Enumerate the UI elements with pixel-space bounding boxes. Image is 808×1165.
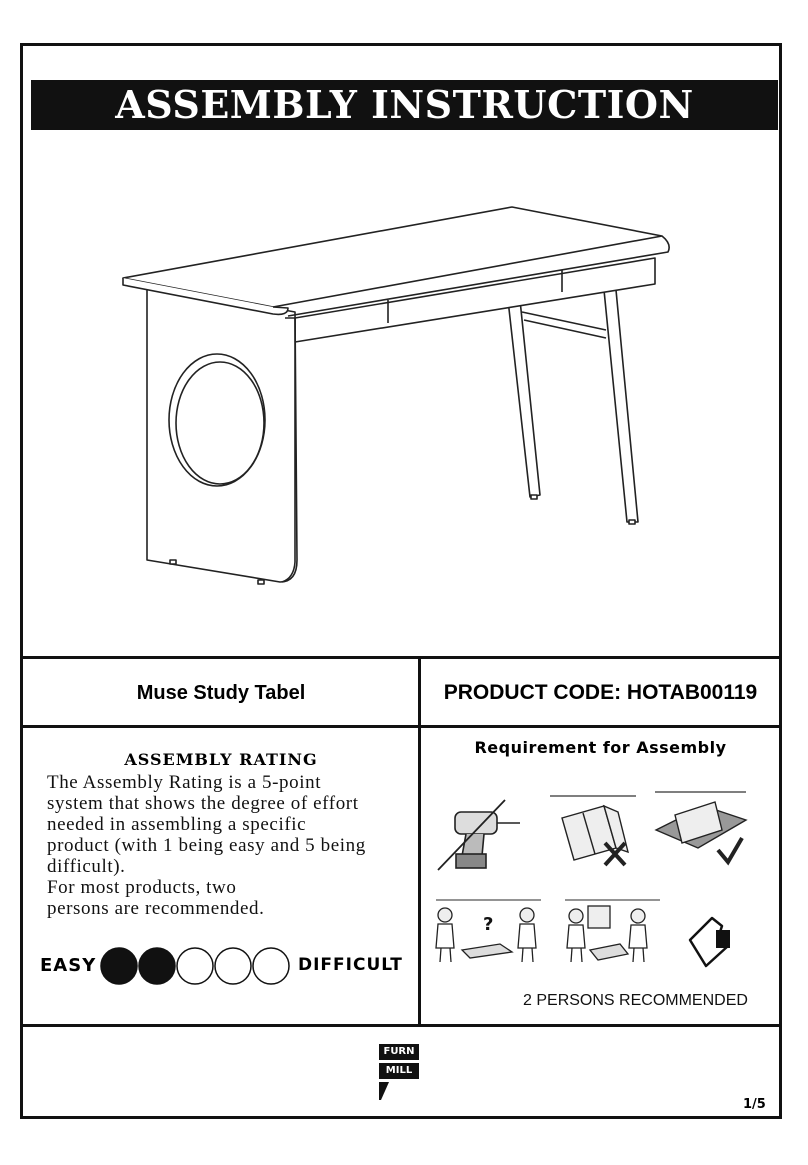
product-name: Muse Study Tabel: [136, 681, 306, 704]
rating-line: persons are recommended.: [47, 898, 265, 919]
rating-heading: ASSEMBLY RATING: [124, 750, 318, 769]
two-persons-instructions-icon: [565, 900, 660, 962]
wrong-floor-surface-icon: [550, 796, 636, 865]
rating-line: system that shows the degree of effort: [47, 793, 359, 814]
logo-line-2: MILL: [379, 1063, 419, 1079]
logo-mark-icon: [379, 1082, 399, 1102]
page-title: ASSEMBLY INSTRUCTION: [31, 80, 778, 130]
rating-line: product (with 1 being easy and 5 being: [47, 835, 366, 856]
persons-recommended: 2 PERSONS RECOMMENDED: [523, 992, 748, 1009]
page-number: 1/5: [743, 1097, 766, 1112]
rating-line: For most products, two: [47, 877, 237, 898]
product-code: PRODUCT CODE: HOTAB00119: [443, 681, 758, 704]
rating-line: needed in assembling a specific: [47, 814, 307, 835]
requirements-title: Requirement for Assembly: [474, 738, 727, 757]
furnmill-logo: [379, 1044, 421, 1084]
easy-label: EASY: [40, 955, 97, 976]
no-power-drill-icon: [438, 800, 520, 870]
rating-line: difficult).: [47, 856, 126, 877]
question-mark: ?: [483, 914, 494, 935]
hand-pointer-icon: [690, 918, 730, 966]
difficult-label: DIFFICULT: [298, 955, 403, 975]
rating-line: The Assembly Rating is a 5-point: [47, 772, 322, 793]
logo-line-1: FURN: [379, 1044, 419, 1060]
correct-mat-surface-icon: [655, 792, 746, 862]
